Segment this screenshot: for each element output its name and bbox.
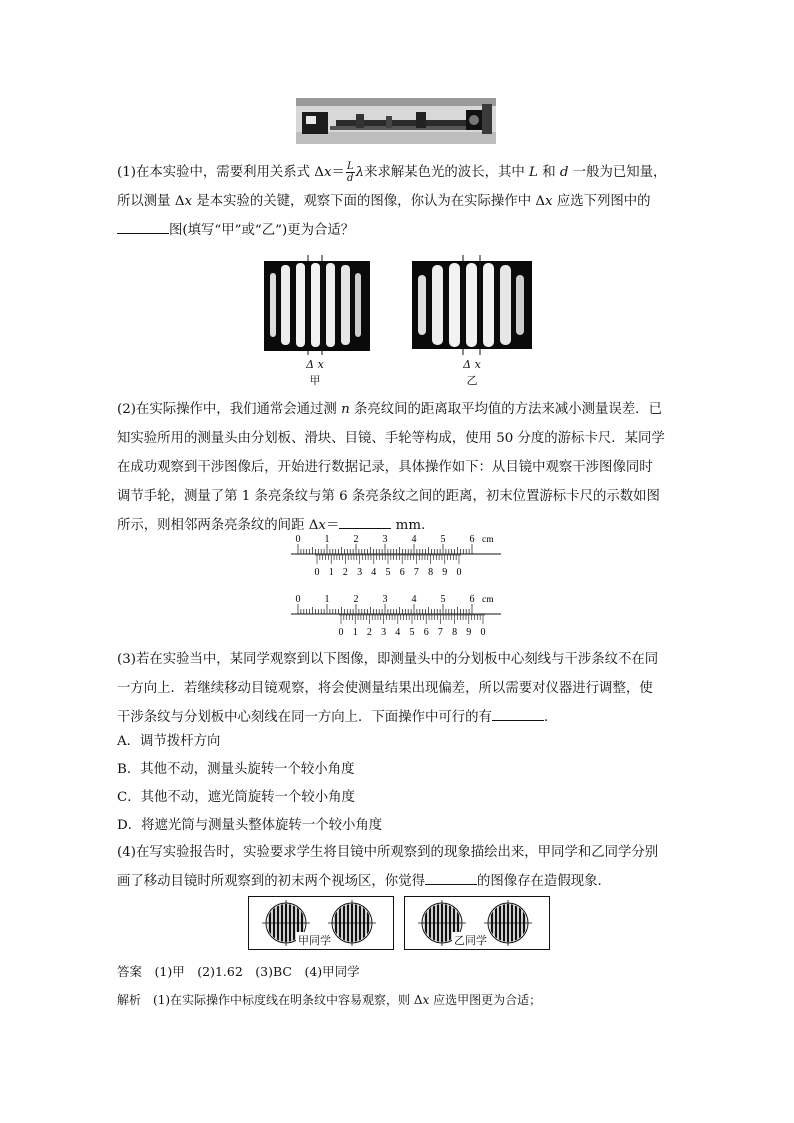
q1-line-2: 所以测量 Δx 是本实验的关键，观察下面的图像，你认为在实际操作中 Δx 应选下列图中的: [117, 194, 651, 209]
main-scale-label: 2: [353, 534, 359, 545]
q1-line-1: (1)在本实验中，需要利用关系式 Δx＝ $\frac{L}{d}$ λ来求解某色光的波长，其中 L 和 d 一般为已知量，: [117, 161, 667, 184]
q3-line-2: 一方向上．若继续移动目镜观察，将会使测量结果出现偏差，所以需要对仪器进行调整，使: [117, 681, 653, 696]
main-scale-label: 5: [440, 594, 446, 605]
vernier-label: 9: [442, 567, 448, 578]
question-3: [117, 645, 677, 732]
vernier-label: 4: [395, 627, 401, 638]
apparatus-photo: [296, 98, 496, 144]
vernier-label: 4: [371, 567, 377, 578]
q1-line-3: 图(填写“甲”或“乙”)更为合适？: [117, 216, 677, 245]
q2-line-5: 所示，则相邻两条亮条纹的间距 Δx＝ mm.: [117, 511, 677, 540]
question-1: [117, 158, 677, 245]
vernier-label: 9: [466, 627, 472, 638]
vernier-label: 1: [352, 627, 358, 638]
answer-line: [117, 962, 360, 980]
main-scale-label: 1: [324, 594, 330, 605]
caption-yi: 乙: [466, 374, 478, 387]
vernier-label: 5: [385, 567, 391, 578]
main-scale-label: 3: [382, 594, 388, 605]
dx-label-jia: Δ x: [306, 358, 324, 371]
q3-line-1: (3)若在实验当中，某同学观察到以下图像，即测量头中的分划板中心刻线与干涉条纹不在同: [117, 652, 659, 667]
vernier-label: 5: [409, 627, 415, 638]
q3-line-3: 干涉条纹与分划板中心刻线在同一方向上．下面操作中可行的有 ．: [117, 703, 677, 732]
answer-label: 答案: [117, 964, 143, 979]
q2-line-3: 在成功观察到干涉图像后，开始进行数据记录，具体操作如下：从目镜中观察干涉图像同时: [117, 460, 653, 475]
q4-line-2: 画了移动目镜时所观察到的初末两个视场区，你觉得 的图像存在造假现象．: [117, 867, 677, 896]
vernier-label: 8: [428, 567, 434, 578]
question-2: [117, 395, 677, 540]
main-scale-label: 4: [411, 594, 417, 605]
caption-jia: 甲: [309, 374, 321, 387]
dx-marker-jia: [300, 255, 330, 360]
vernier-label: 0: [480, 627, 486, 638]
fraction-L-over-d: $\frac{L}{d}$: [346, 161, 354, 184]
option-a: A．调节拨杆方向: [117, 734, 221, 749]
vernier-label: 7: [413, 567, 419, 578]
vernier-caliper-figure: [285, 530, 510, 642]
field-label-jia: 甲同学: [298, 934, 331, 947]
q2-line-1: (2)在实际操作中，我们通常会通过测 n 条亮纹间的距离取平均值的方法来减小测量误差．已: [117, 402, 662, 417]
main-scale-label: 5: [440, 534, 446, 545]
main-scale-label: 1: [324, 534, 330, 545]
answer-text: (1)甲 (2)1.62 (3)BC (4)甲同学: [154, 964, 360, 979]
main-scale-label: 0: [295, 534, 301, 545]
main-scale-label: 6: [469, 534, 475, 545]
analysis-line: 解析 (1)在实际操作中标度线在明条纹中容易观察，则 Δx 应选甲图更为合适；: [117, 993, 542, 1007]
vernier-label: 0: [456, 567, 462, 578]
question-4: [117, 838, 677, 896]
main-scale-label: 4: [411, 534, 417, 545]
answer-blank: [339, 514, 391, 529]
vernier-label: 6: [399, 567, 405, 578]
field-label-yi: 乙同学: [454, 934, 487, 947]
vernier-label: 7: [437, 627, 443, 638]
analysis-label: 解析: [117, 993, 142, 1007]
answer-blank: [117, 219, 169, 234]
option-b: B．其他不动，测量头旋转一个较小角度: [117, 762, 355, 777]
vernier-label: 1: [328, 567, 334, 578]
main-scale-unit: cm: [482, 535, 494, 545]
vernier-label: 3: [381, 627, 387, 638]
vernier-label: 0: [338, 627, 344, 638]
vernier-label: 6: [423, 627, 429, 638]
vernier-label: 2: [342, 567, 348, 578]
dx-marker-yi: [455, 255, 495, 360]
answer-blank: [425, 870, 477, 885]
main-scale-label: 0: [295, 594, 301, 605]
vernier-label: 8: [452, 627, 458, 638]
q4-line-1: (4)在写实验报告时，实验要求学生将目镜中所观察到的现象描绘出来，甲同学和乙同学分别: [117, 845, 659, 860]
main-scale-label: 6: [469, 594, 475, 605]
q2-line-4: 调节手轮，测量了第 1 条亮条纹与第 6 条亮条纹之间的距离，初末位置游标卡尺的示数如图: [117, 489, 660, 504]
main-scale-label: 3: [382, 534, 388, 545]
q2-line-2: 知实验所用的测量头由分划板、滑块、目镜、手轮等构成，使用 50 分度的游标卡尺．某同学: [117, 431, 665, 446]
option-c: C．其他不动，遮光筒旋转一个较小角度: [117, 790, 355, 805]
main-scale-label: 2: [353, 594, 359, 605]
dx-label-yi: Δ x: [463, 358, 481, 371]
answer-blank: [492, 706, 544, 721]
option-d: D．将遮光筒与测量头整体旋转一个较小角度: [117, 818, 383, 833]
vernier-label: 3: [357, 567, 363, 578]
vernier-label: 0: [314, 567, 320, 578]
main-scale-unit: cm: [482, 595, 494, 605]
vernier-label: 2: [366, 627, 372, 638]
